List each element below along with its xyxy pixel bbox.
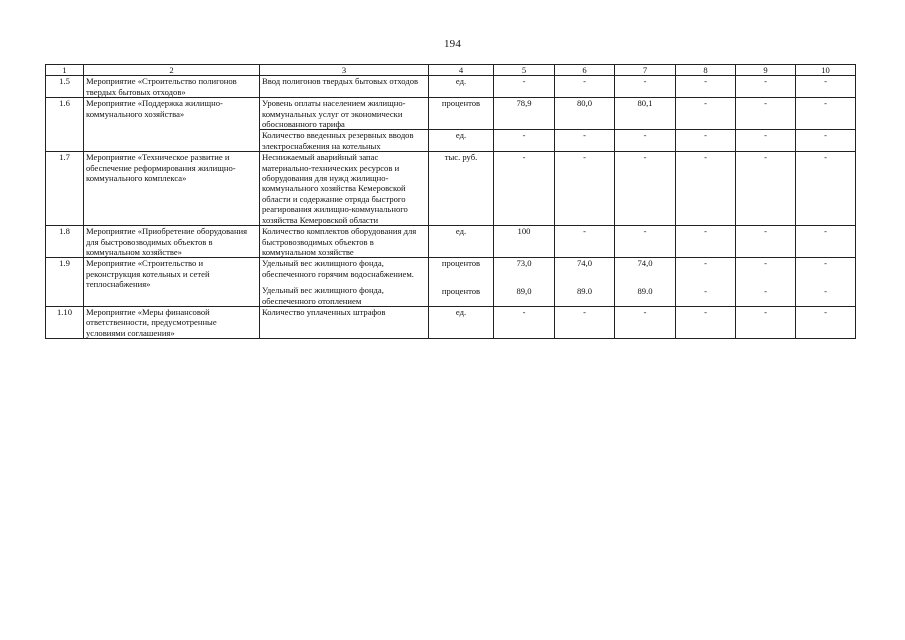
indicator-value: 89.0: [637, 285, 653, 296]
measure-name: Мероприятие «Строительство и реконструкция котельных и сетей теплоснабжения»: [84, 258, 260, 307]
unit-value: процентов: [441, 98, 481, 109]
indicator-value: 89,0: [516, 285, 532, 296]
indicator-value: -: [643, 130, 647, 141]
table-row: [46, 258, 856, 307]
value-cell: [555, 76, 615, 98]
indicator-value: -: [643, 76, 647, 87]
indicator-value: -: [764, 226, 767, 237]
value-cell: [736, 152, 796, 226]
value-cell: [736, 226, 796, 258]
value-cell: [494, 130, 555, 152]
value-cell: [796, 130, 856, 152]
unit-value: ед.: [455, 130, 467, 141]
value-cell: [615, 152, 676, 226]
indicator-value: -: [643, 306, 647, 317]
indicator-value: -: [824, 306, 827, 317]
indicator-value: 89.0: [576, 285, 593, 296]
column-header: 2: [84, 65, 260, 76]
table-header-row: [46, 65, 856, 76]
value-cell: [736, 258, 796, 307]
column-header: 7: [615, 65, 676, 76]
unit-cell: [429, 130, 494, 152]
measure-name: Мероприятие «Приобретение оборудования для быстровозводимых объектов в коммунальном хозяйстве»: [84, 226, 260, 258]
indicator-cell: [260, 258, 429, 307]
indicator-value: -: [704, 76, 707, 87]
indicator-value: -: [583, 130, 586, 141]
unit-cell: [429, 98, 494, 130]
value-cell: [615, 98, 676, 130]
indicator-value: 80,1: [637, 98, 653, 109]
unit-value: ед.: [455, 306, 467, 317]
value-cell: [676, 98, 736, 130]
indicator-name: Количество комплектов оборудования для быстровозводимых объектов в коммунальном хозяйстве: [262, 226, 417, 257]
value-cell: [796, 98, 856, 130]
row-number: 1.10: [46, 306, 84, 338]
measure-name: Мероприятие «Строительство полигонов твердых бытовых отходов»: [84, 76, 260, 98]
value-cell: [676, 226, 736, 258]
indicator-value: -: [764, 258, 767, 269]
table-row: [46, 226, 856, 258]
indicator-value: -: [824, 76, 827, 87]
value-cell: [676, 306, 736, 338]
indicator-value: 100: [517, 226, 531, 237]
indicator-value: -: [704, 152, 707, 163]
value-cell: [555, 258, 615, 307]
value-cell: [676, 76, 736, 98]
unit-value: тыс. руб.: [444, 152, 478, 163]
row-number: 1.6: [46, 98, 84, 152]
indicator-value: -: [764, 98, 767, 109]
value-cell: [494, 258, 555, 307]
indicator-value: -: [824, 226, 827, 237]
unit-value: процентов: [441, 258, 481, 269]
page-number: 194: [443, 38, 462, 50]
unit-cell: [429, 152, 494, 226]
indicator-value: -: [583, 226, 586, 237]
value-cell: [796, 306, 856, 338]
indicator-value: -: [522, 152, 526, 163]
value-cell: [555, 130, 615, 152]
indicator-cell: [260, 306, 429, 338]
indicator-name: Количество уплаченных штрафов: [262, 306, 386, 317]
indicator-name: Ввод полигонов твердых бытовых отходов: [262, 76, 419, 87]
measure-name: Мероприятие «Техническое развитие и обеспечение реформирования жилищно-коммунального комплекса»: [84, 152, 260, 226]
measure-name: Мероприятие «Поддержка жилищно-коммунального хозяйства»: [84, 98, 260, 152]
indicator-value: 73,0: [516, 258, 532, 269]
indicator-value: -: [764, 285, 767, 296]
row-number: 1.7: [46, 152, 84, 226]
indicator-value: -: [824, 285, 827, 296]
unit-value: ед.: [455, 226, 467, 237]
indicator-cell: [260, 226, 429, 258]
column-header: 1: [46, 65, 84, 76]
unit-cell: [429, 258, 494, 307]
value-cell: [736, 98, 796, 130]
indicator-cell: [260, 98, 429, 130]
column-header: 9: [736, 65, 796, 76]
indicator-name: Неснижаемый аварийный запас материально-технических ресурсов и оборудования для нужд жилищно-коммунального хозяйства Кемеровской области и содержание отряда быстрого реагирования жилищно-коммунального хозяйства Кемеровской области: [262, 152, 408, 225]
value-cell: [796, 226, 856, 258]
indicator-value: -: [643, 152, 647, 163]
value-cell: [736, 306, 796, 338]
indicator-value: -: [764, 152, 767, 163]
indicator-value: -: [704, 306, 707, 317]
indicator-value: -: [704, 130, 707, 141]
table-row: [46, 152, 856, 226]
value-cell: [494, 226, 555, 258]
value-cell: [615, 226, 676, 258]
indicator-value: -: [704, 98, 707, 109]
indicator-value: -: [824, 130, 827, 141]
value-cell: [615, 76, 676, 98]
indicator-value: -: [583, 306, 586, 317]
indicator-value: -: [824, 258, 827, 269]
indicator-value: -: [764, 306, 767, 317]
indicator-cell: [260, 152, 429, 226]
value-cell: [736, 130, 796, 152]
unit-value: ед.: [455, 76, 467, 87]
indicator-value: 74,0: [637, 258, 653, 269]
indicator-name: Уровень оплаты населением жилищно-коммунальных услуг от экономически обоснованного тарифа: [262, 98, 406, 130]
value-cell: [615, 306, 676, 338]
value-cell: [676, 130, 736, 152]
value-cell: [676, 152, 736, 226]
unit-value: процентов: [441, 285, 481, 296]
indicator-value: 78,9: [516, 98, 532, 109]
value-cell: [555, 152, 615, 226]
value-cell: [615, 130, 676, 152]
indicator-cell: [260, 76, 429, 98]
indicator-value: -: [522, 76, 526, 87]
value-cell: [494, 152, 555, 226]
value-cell: [796, 76, 856, 98]
value-cell: [796, 152, 856, 226]
unit-cell: [429, 306, 494, 338]
value-cell: [494, 76, 555, 98]
value-cell: [615, 258, 676, 307]
column-header: 6: [555, 65, 615, 76]
table-row: [46, 76, 856, 98]
column-header: 10: [796, 65, 856, 76]
indicators-table: [45, 64, 856, 339]
indicator-value: -: [643, 226, 647, 237]
indicator-value: -: [583, 152, 586, 163]
column-header: 3: [260, 65, 429, 76]
value-cell: [676, 258, 736, 307]
indicator-value: -: [704, 285, 707, 296]
value-cell: [494, 306, 555, 338]
indicator-value: 80,0: [576, 98, 593, 109]
indicator-value: -: [704, 226, 707, 237]
indicator-value: -: [522, 306, 526, 317]
value-cell: [555, 98, 615, 130]
indicator-name: Удельный вес жилищного фонда, обеспеченного горячим водоснабжением.: [262, 258, 414, 279]
indicator-value: -: [583, 76, 586, 87]
indicator-value: -: [764, 130, 767, 141]
unit-cell: [429, 226, 494, 258]
indicator-value: -: [764, 76, 767, 87]
indicator-name: Удельный вес жилищного фонда, обеспеченного отоплением: [262, 285, 384, 306]
column-header: 5: [494, 65, 555, 76]
row-number: 1.9: [46, 258, 84, 307]
measure-name: Мероприятие «Меры финансовой ответственности, предусмотренные условиями соглашения»: [84, 306, 260, 338]
indicator-name: Количество введенных резервных вводов электроснабжения на котельных: [262, 130, 414, 151]
indicator-value: -: [522, 130, 526, 141]
value-cell: [796, 258, 856, 307]
row-number: 1.5: [46, 76, 84, 98]
indicator-value: -: [704, 258, 707, 269]
table-row: [46, 306, 856, 338]
indicator-value: -: [824, 152, 827, 163]
indicator-value: -: [824, 98, 827, 109]
value-cell: [555, 306, 615, 338]
value-cell: [555, 226, 615, 258]
unit-cell: [429, 76, 494, 98]
row-number: 1.8: [46, 226, 84, 258]
indicator-value: 74,0: [576, 258, 593, 269]
column-header: 8: [676, 65, 736, 76]
indicator-cell: [260, 130, 429, 152]
table-row: [46, 98, 856, 130]
column-header: 4: [429, 65, 494, 76]
value-cell: [736, 76, 796, 98]
value-cell: [494, 98, 555, 130]
